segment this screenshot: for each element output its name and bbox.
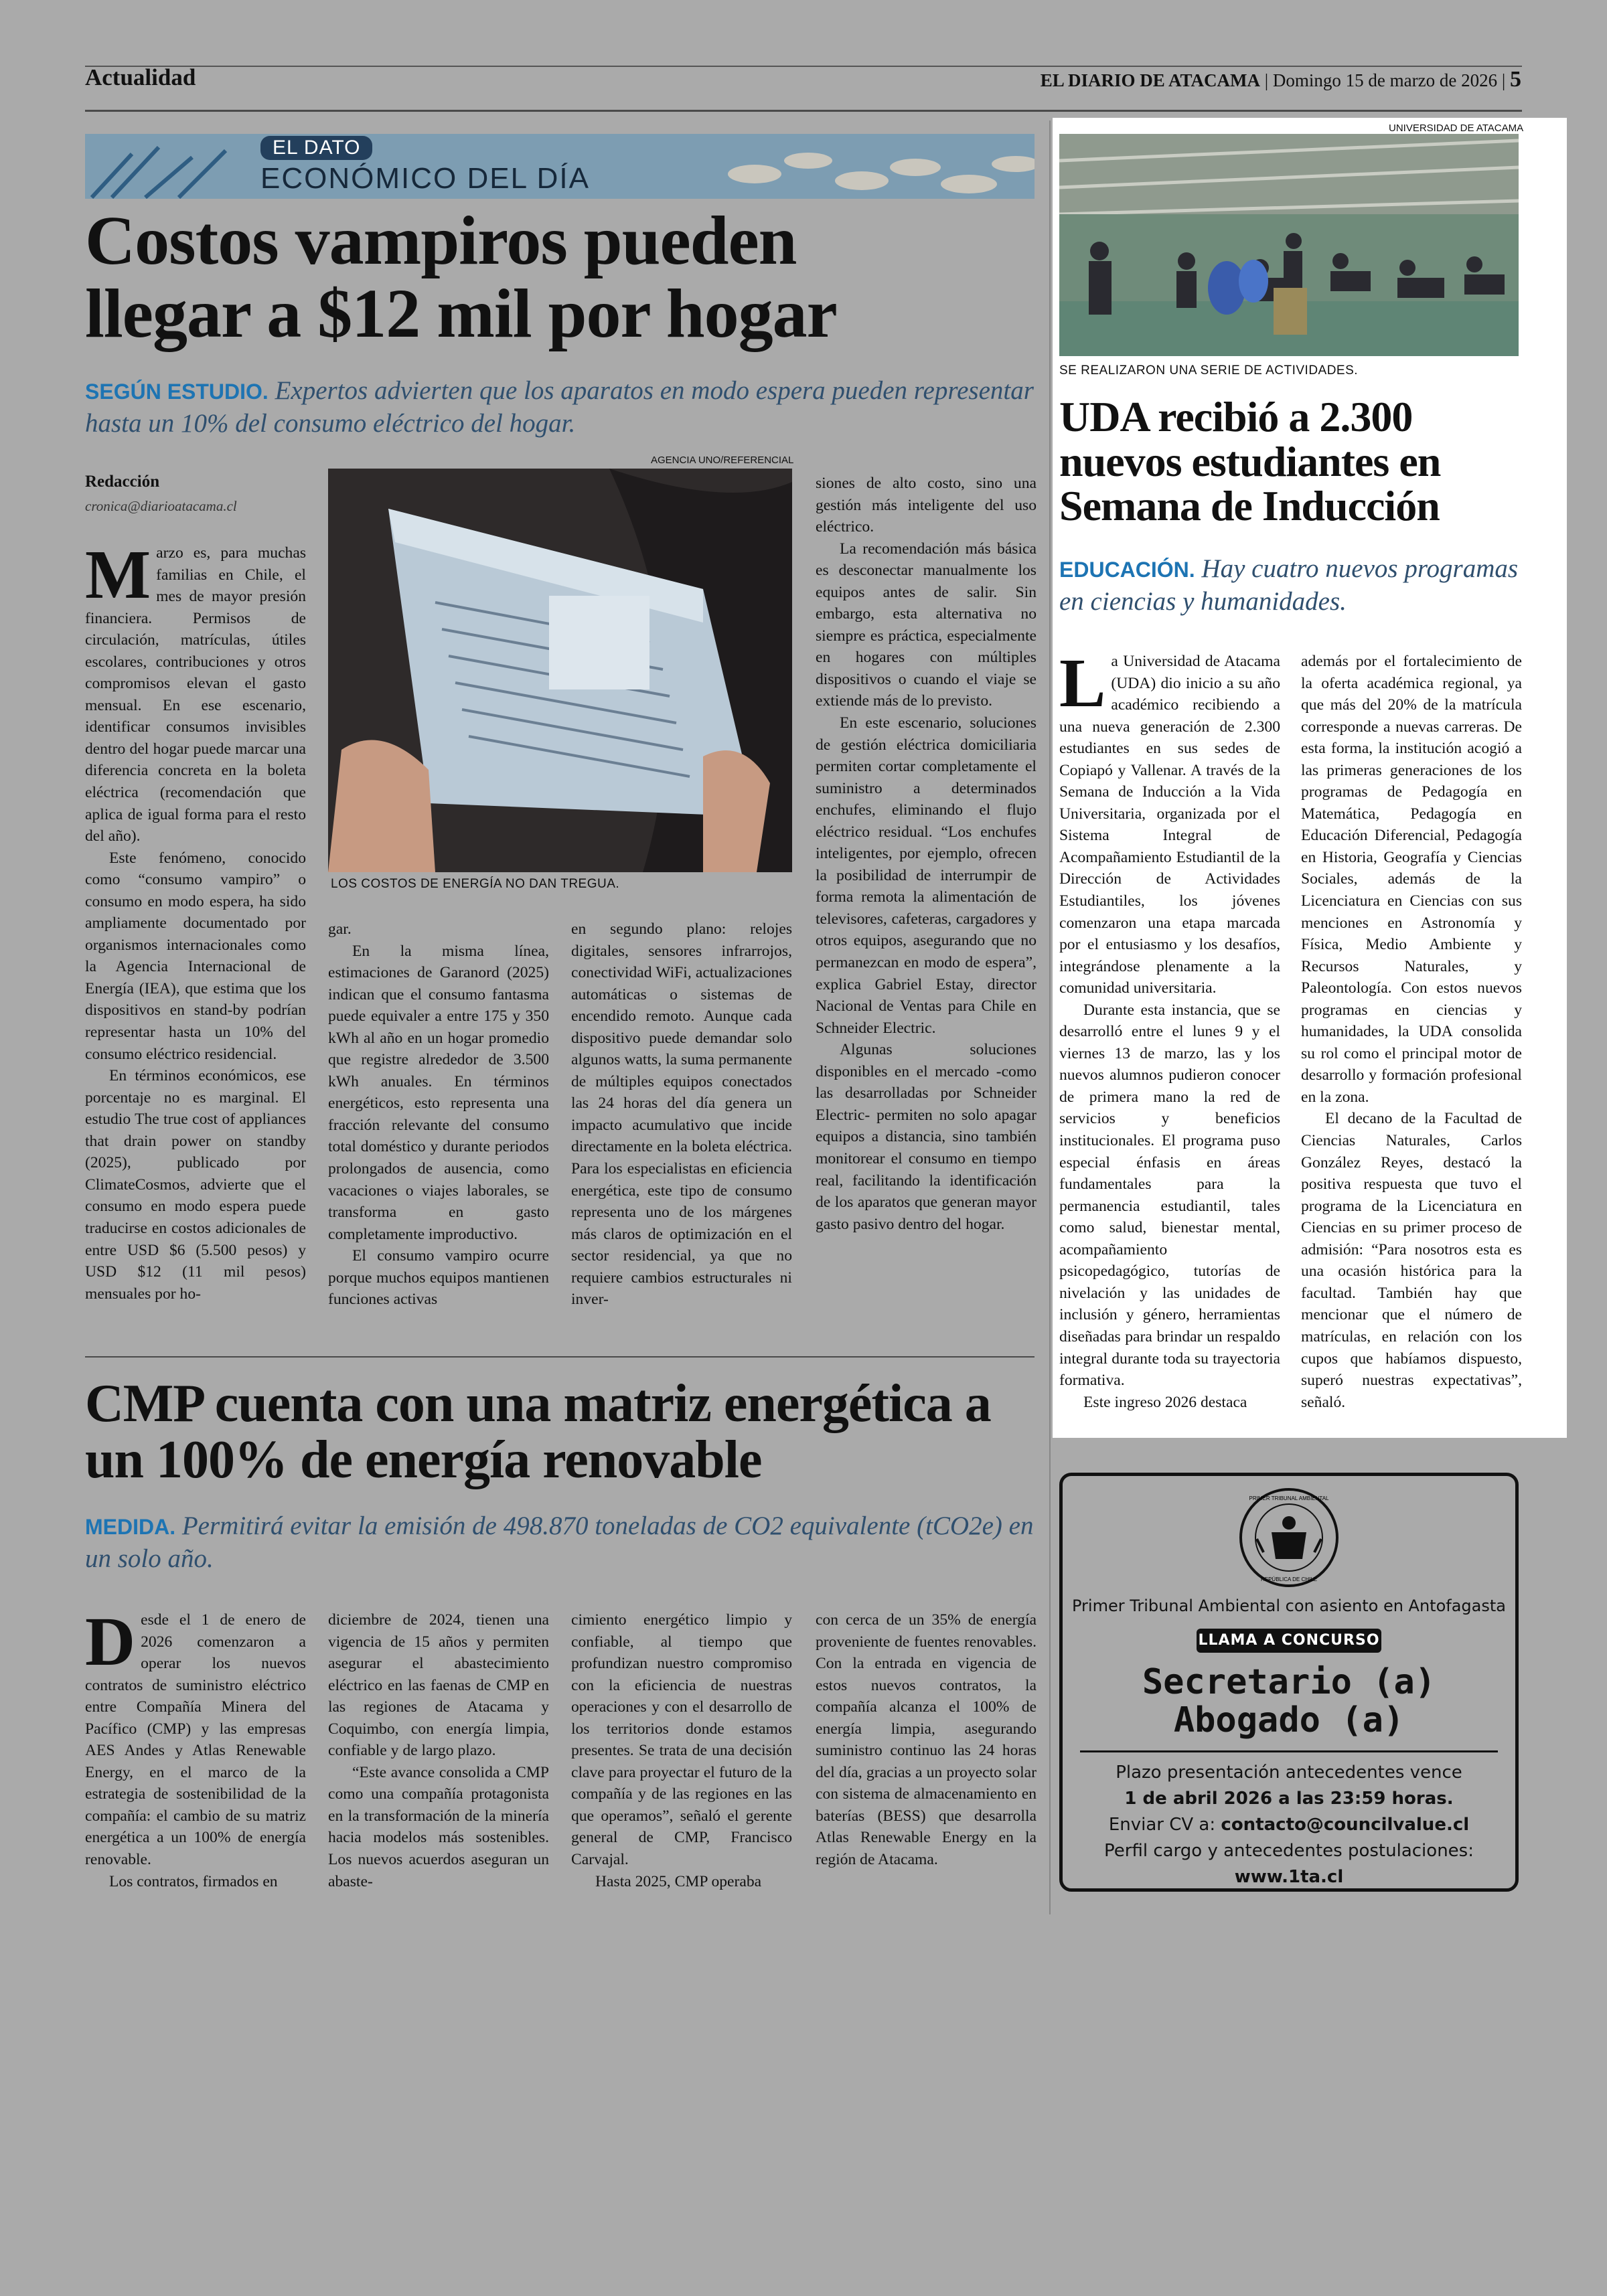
byline: Redacción	[85, 473, 160, 491]
article2-col2-p2: “Este avance consolida a CMP como una compañía protagonista en la transformación de la minería hacia modelos más sostenibles. Los nuevos acuerdos aseguran un abaste-	[328, 1763, 549, 1890]
ad-profile-line: Perfil cargo y antecedentes postulaciones:	[1104, 1841, 1474, 1861]
article1-deck	[85, 375, 1036, 440]
article1-headline-line2: llegar a $12 mil por hogar	[85, 275, 837, 353]
article2-col3-p2: Hasta 2025, CMP operaba	[595, 1872, 762, 1890]
article3-col2-p2: El decano de la Facultad de Ciencias Naturales, Carlos González Reyes, destacó la positiva respuesta que tuvo el programa de la Licenciatura en Ciencias en su primer proceso de admisión: “Para nosotros esta es una ocasión histórica para la facultad. También hay que mencionar que el número de matrículas, en relación con los cupos que habíamos dispuesto, superó nuestras expectativas”, señaló.	[1301, 1110, 1522, 1411]
article3-col2	[1301, 651, 1522, 1413]
ad-badge: LLAMA A CONCURSO	[1197, 1629, 1381, 1653]
article1-headline	[85, 202, 1036, 353]
banner-tag: EL DATO	[260, 136, 372, 160]
ad-cv-line	[1063, 1812, 1515, 1838]
article2-col1	[85, 1603, 306, 1892]
drop-cap: L	[1059, 645, 1106, 722]
article-divider	[85, 1356, 1035, 1358]
ad-title-line2: Abogado (a)	[1173, 1700, 1405, 1741]
article1-col1-p2: Este fenómeno, conocido como “consumo vampiro” o consumo en modo espera, ha sido ampliamente documentado por organismos internacionales como la Agencia Internacional de Energía (IEA), que estima que los dispositivos en stand-by podrían representar hasta un 10% del consumo eléctrico residencial.	[85, 849, 306, 1063]
article3-col1-p1: a Universidad de Atacama (UDA) dio inicio a su año académico recibiendo a una nueva generación de 2.300 estudiantes en sus sedes de Copiapó y Vallenar. A través de la Semana de Inducción a la Vida Universitaria, organizada por el Sistema Integral de Acompañamiento Estudiantil de la Dirección de Actividades Estudiantiles, los jóvenes comenzaron una etapa marcada por el entusiasmo y los desafíos, integrándose plenamente a la comunidad universitaria.	[1059, 653, 1280, 997]
issue-date: Domingo 15 de marzo de 2026	[1272, 70, 1498, 90]
banner-title: ECONÓMICO DEL DÍA	[260, 162, 590, 195]
ad-title-line1: Secretario (a)	[1142, 1662, 1436, 1702]
article1-photo-credit: AGENCIA UNO/REFERENCIAL	[651, 455, 794, 466]
article2-col3-p1: cimiento energético limpio y confiable, al tiempo que profundizan nuestro compromiso con la eficiencia de nuestras operaciones y con el desarrollo de los territorios donde estamos presentes. Se trata de una decisión clave para proyectar el futuro de la compañía y de las regiones en las que operamos”, señaló el gerente general de CMP, Francisco Carvajal.	[571, 1611, 792, 1869]
article2-deck	[85, 1510, 1036, 1576]
article2-col2-p1: diciembre de 2024, tienen una vigencia de 15 años y permiten asegurar el abastecimiento eléctrico en las faenas de CMP en las regiones de Atacama y Coquimbo, con energía limpia, confiable y de largo plazo.	[328, 1611, 549, 1760]
byline-email: cronica@diarioatacama.cl	[85, 498, 237, 514]
article3-deck-text: Hay cuatro nuevos programas en ciencias y humanidades.	[1059, 554, 1519, 616]
article1-col4-p1: siones de alto costo, sino una gestión más inteligente del uso eléctrico.	[816, 475, 1037, 536]
article3-col1-p2: Durante esta instancia, que se desarrolló entre el lunes 9 y el viernes 13 de marzo, las y los nuevos alumnos pudieron conocer de primera mano la red de servicios y beneficios institucionales. El programa puso especial énfasis en áreas fundamentales para la permanencia estudiantil, tales como salud, bienestar mental, acompañamiento psicopedagógico, tutorías de nivelación y las unidades de inclusión y género, herramientas diseñadas para brindar un respaldo integral durante toda su trayectoria formativa.	[1059, 1001, 1280, 1390]
article1-headline-line1: Costos vampiros pueden	[85, 202, 797, 279]
seal-text-top: PRIMER TRIBUNAL AMBIENTAL	[1249, 1495, 1329, 1501]
article2-col4	[816, 1609, 1037, 1871]
article3-caption: SE REALIZARON UNA SERIE DE ACTIVIDADES.	[1059, 363, 1359, 378]
economic-banner	[85, 134, 1035, 199]
article2-col2	[328, 1609, 549, 1892]
ad-website-link[interactable]: www.1ta.cl	[1234, 1867, 1344, 1887]
article1-col2	[328, 918, 549, 1311]
article2-col3	[571, 1609, 792, 1892]
article3-col2-p1: además por el fortalecimiento de la oferta académica regional, ya que más del 20% de la matrícula corresponde a nuevas carreras. De esta forma, la institución acogió a las primeras generaciones de los programas de Pedagogía en Matemática, Pedagogía en Educación Diferencial, Pedagogía en Historia, Geografía y Ciencias Sociales, además de la Licenciatura en Ciencias con sus menciones en Astronomía y Física, Medio Ambiente y Recursos Naturales, y Paleontología. Con estos nuevos programas en ciencias y humanidades, la UDA consolida su rol como el principal motor de desarrollo y formación profesional en la zona.	[1301, 653, 1522, 1106]
article3-headline-line3: Semana de Inducción	[1059, 482, 1440, 530]
drop-cap: D	[85, 1603, 136, 1680]
ad-cv-prefix: Enviar CV a:	[1108, 1815, 1221, 1835]
article1-col2-p3: El consumo vampiro ocurre porque muchos equipos mantienen funciones activas	[328, 1247, 549, 1309]
article2-kicker: MEDIDA.	[85, 1515, 176, 1539]
article1-col2-p1: gar.	[328, 920, 352, 938]
masthead: EL DIARIO DE ATACAMA | Domingo 15 de marzo de 2026 | 5	[1040, 67, 1521, 92]
ad-email-link[interactable]: contacto@councilvalue.cl	[1221, 1815, 1470, 1835]
article2-headline-line2: un 100% de energía renovable	[85, 1430, 762, 1489]
article2-col4-p1: con cerca de un 35% de energía proveniente de fuentes renovables. Con la entrada en vigencia de estos nuevos contratos, la compañía alcanza el 100% de energía limpia, asegurando suministro continuo las 24 horas del día, gracias a un proyecto solar con sistema de almacenamiento en baterías (BESS) que desarrolla Atlas Renewable Energy en la región de Atacama.	[816, 1611, 1037, 1869]
article1-col1	[85, 536, 306, 1305]
article2-col1-p1: esde el 1 de enero de 2026 comenzaron a operar los nuevos contratos de suministro eléctrico entre Compañía Minera del Pacífico (CMP) y las empresas AES Andes y Atlas Renewable Energy, en el marco de la estrategia de sostenibilidad de la compañía: el cambio de su matriz energética a un 100% de energía renovable.	[85, 1611, 306, 1869]
page-number: 5	[1510, 67, 1521, 92]
ad-organization: Primer Tribunal Ambiental con asiento en Antofagasta	[1072, 1596, 1506, 1615]
article1-col4-p4: Algunas soluciones disponibles en el mercado -como las desarrolladas por Schneider Electric- permiten no solo apagar equipos a distancia, sino también monitorear el consumo en tiempo real, facilitando la identificación de los aparatos que generan mayor gasto pasivo dentro del hogar.	[816, 1041, 1037, 1233]
article3-col1-p3: Este ingreso 2026 destaca	[1083, 1393, 1247, 1411]
drop-cap: M	[85, 536, 151, 613]
article1-col1-p1: arzo es, para muchas familias en Chile, el mes de mayor presión financiera. Permisos de circulación, matrículas, útiles escolares, contribuciones y otros compromisos elevan el gasto mensual. En ese escenario, identificar consumos invisibles dentro del hogar puede marcar una diferencia concreta en la boleta eléctrica (recomendación que aplica de igual forma para el resto del año).	[85, 544, 306, 845]
article3-kicker: EDUCACIÓN.	[1059, 558, 1195, 582]
article1-col3-p1: en segundo plano: relojes digitales, sensores infrarrojos, conectividad WiFi, actualizaciones automáticas o sistemas de encendido remoto. Aunque cada dispositivo puede demandar solo algunos watts, la suma permanente de múltiples equipos conectados las 24 horas del día genera un impacto acumulativo que incide directamente en la boleta eléctrica. Para los especialistas en eficiencia energética, este tipo de consumo representa uno de los márgenes más claros de optimización en el sector residencial, ya que no requiere cambios estructurales ni inver-	[571, 920, 792, 1309]
article2-headline	[85, 1376, 1049, 1488]
article3-col1	[1059, 645, 1280, 1413]
article2-deck-text: Permitirá evitar la emisión de 498.870 toneladas de CO2 equivalente (tCO2e) en un solo año.	[85, 1511, 1034, 1573]
article3-photo-credit: UNIVERSIDAD DE ATACAMA	[1389, 122, 1524, 134]
paper-name: EL DIARIO DE ATACAMA	[1040, 70, 1260, 90]
article3-headline-line2: nuevos estudiantes en	[1059, 437, 1441, 485]
article1-col2-p2: En la misma línea, estimaciones de Garanord (2025) indican que el consumo fantasma puede equivaler a entre 175 y 350 kWh al año en un hogar promedio que registre alrededor de 3.500 kWh anuales. En términos energéticos, esto representa una fracción relevante del consumo total doméstico y durante periodos prolongados de ausencia, como vacaciones o viajes laborales, se transforma en gasto completamente improductivo.	[328, 942, 549, 1243]
seal-text-bottom: REPÚBLICA DE CHILE	[1260, 1576, 1318, 1582]
article2-col1-p2: Los contratos, firmados en	[109, 1872, 278, 1890]
ad-details	[1063, 1760, 1515, 1890]
section-title: Actualidad	[85, 64, 196, 90]
article1-caption: LOS COSTOS DE ENERGÍA NO DAN TREGUA.	[331, 877, 620, 891]
ad-deadline-label: Plazo presentación antecedentes vence	[1116, 1762, 1462, 1783]
article1-col4-p3: En este escenario, soluciones de gestión eléctrica domiciliaria permiten cortar completamente el suministro a determinados enchufes, eliminando el flujo eléctrico residual. “Los enchufes inteligentes, por ejemplo, ofrecen la posibilidad de interrumpir de forma remota la alimentación de televisores, cafeteras, cargadores y otros equipos, asegurando que no permanezcan en modo de espera”, explica Gabriel Estay, director Nacional de Ventas para Chile en Schneider Electric.	[816, 714, 1037, 1037]
article3-deck	[1059, 553, 1519, 619]
article3-headline-line1: UDA recibió a 2.300	[1059, 393, 1413, 440]
job-ad	[1059, 1473, 1519, 1892]
tribunal-seal	[1237, 1485, 1341, 1590]
article1-deck-text: Expertos advierten que los aparatos en modo espera pueden representar hasta un 10% del consumo eléctrico del hogar.	[85, 376, 1034, 438]
column-divider	[1049, 120, 1051, 1914]
article1-col3	[571, 918, 792, 1311]
article1-col1-p3: En términos económicos, ese porcentaje no es marginal. El estudio The true cost of appliances that drain power on standby (2025), publicado por ClimateCosmos, advierte que el consumo en modo espera puede traducirse en costos adicionales de entre USD $6 (5.500 pesos) y USD $12 (11 mil pesos) mensuales por ho-	[85, 1067, 306, 1303]
ad-position	[1063, 1663, 1515, 1740]
students-photo	[1059, 134, 1519, 356]
article1-col4-p2: La recomendación más básica es desconectar manualmente los equipos antes de salir. Sin embargo, esta alternativa no siempre es práctica, especialmente en hogares con múltiples dispositivos o cuando el viaje se extiende más de lo previsto.	[816, 540, 1037, 710]
article2-headline-line1: CMP cuenta con una matriz energética a	[85, 1374, 991, 1433]
article3-headline	[1059, 395, 1519, 529]
ad-rule	[1080, 1750, 1498, 1752]
article1-col4	[816, 473, 1037, 1235]
electric-bill-photo	[328, 469, 792, 872]
article1-kicker: SEGÚN ESTUDIO.	[85, 380, 269, 404]
ad-deadline: 1 de abril 2026 a las 23:59 horas.	[1124, 1789, 1454, 1809]
header-rule	[85, 110, 1522, 112]
